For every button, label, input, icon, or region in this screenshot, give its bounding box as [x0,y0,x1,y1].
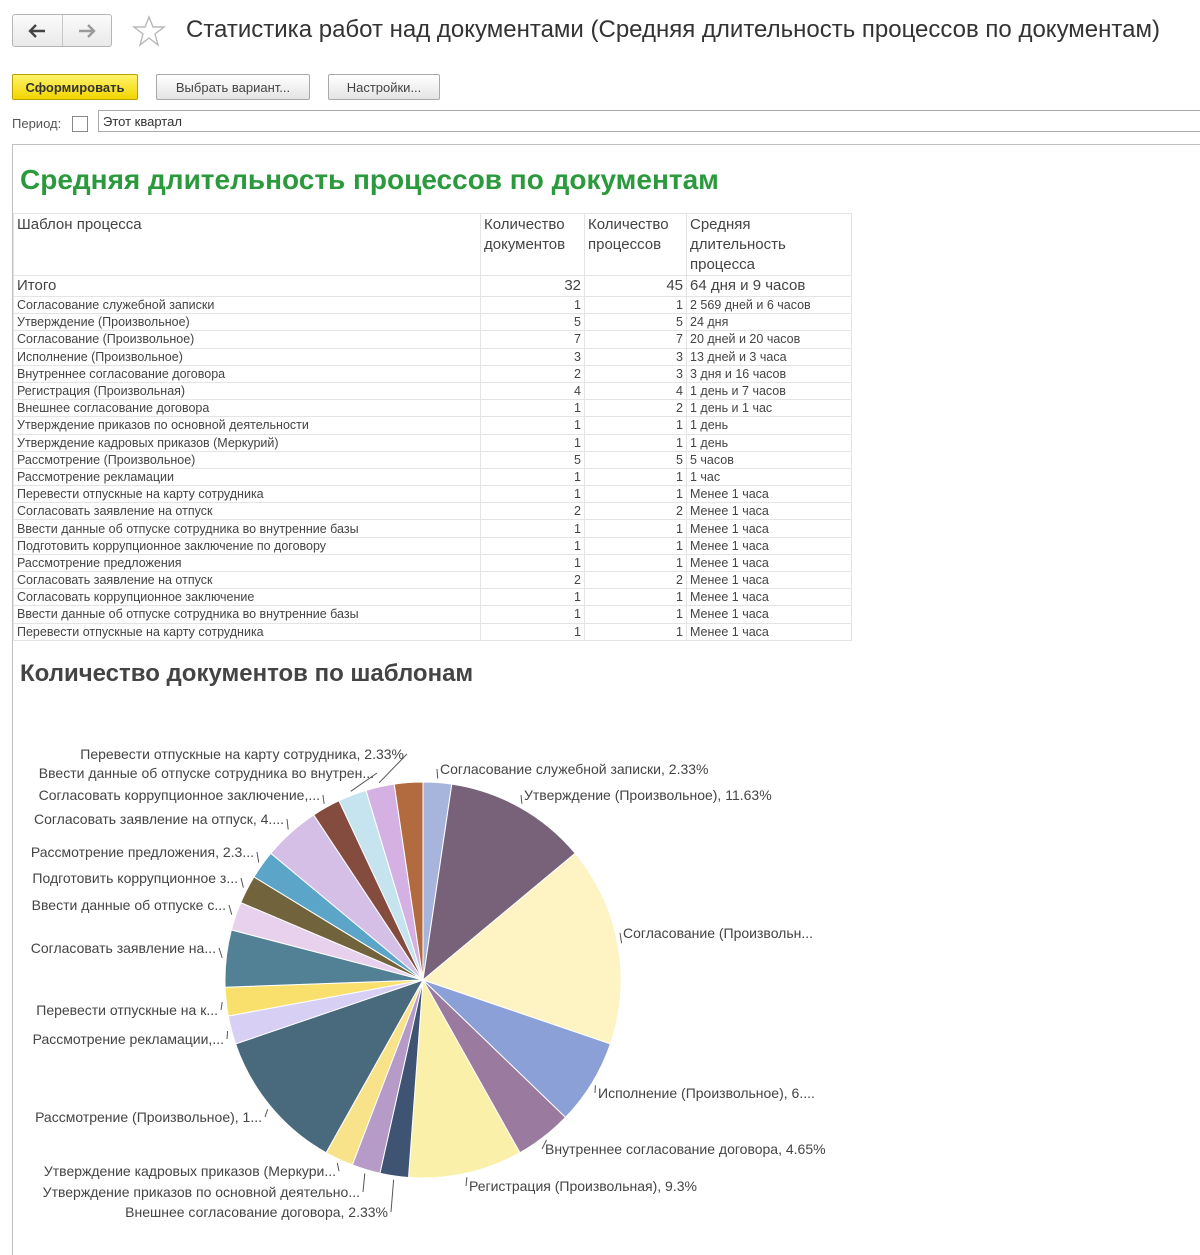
cell-docs: 1 [481,417,585,434]
pie-slice-label: Согласовать коррупционное заключение,... [39,787,320,803]
cell-processes: 3 [585,365,687,382]
cell-duration: 24 дня [687,314,852,331]
cell-docs: 2 [481,365,585,382]
table-row [14,314,852,331]
cell-template: Согласование (Произвольное) [14,331,481,348]
cell-docs: 2 [481,572,585,589]
cell-processes: 1 [585,417,687,434]
cell-docs: 4 [481,382,585,399]
total-label: Итого [14,276,481,297]
cell-duration: Менее 1 часа [687,537,852,554]
cell-template: Утверждение кадровых приказов (Меркурий) [14,434,481,451]
period-label: Период: [12,116,61,131]
table-row [14,537,852,554]
table-row [14,503,852,520]
pie-slice-label: Утверждение (Произвольное), 11.63% [524,787,772,803]
cell-processes: 5 [585,314,687,331]
pie-leader-line [391,1180,394,1212]
arrow-right-icon [77,24,97,38]
pie-slice-label: Ввести данные об отпуске сотрудника во внутрен... [39,765,374,781]
cell-processes: 2 [585,503,687,520]
pie-leader-line [620,933,622,943]
cell-docs: 1 [481,606,585,623]
cell-processes: 4 [585,382,687,399]
period-checkbox[interactable] [72,116,88,132]
cell-docs: 1 [481,537,585,554]
table-row [14,297,852,314]
table-row [14,520,852,537]
pie-leader-line [437,769,438,779]
table-row [14,572,852,589]
cell-processes: 1 [585,623,687,640]
cell-duration: Менее 1 часа [687,520,852,537]
cell-template: Утверждение приказов по основной деятельности [14,417,481,434]
cell-docs: 7 [481,331,585,348]
cell-duration: 3 дня и 16 часов [687,365,852,382]
table-row [14,365,852,382]
table-row [14,382,852,399]
cell-processes: 1 [585,468,687,485]
pie-slice-label: Рассмотрение рекламации,... [33,1031,224,1047]
pie-leader-line [337,1163,339,1171]
cell-docs: 5 [481,314,585,331]
cell-duration: 2 569 дней и 6 часов [687,297,852,314]
pie-leader-line [229,905,232,915]
pie-slice-label: Утверждение кадровых приказов (Меркури... [44,1163,336,1179]
cell-processes: 1 [585,297,687,314]
cell-template: Внутреннее согласование договора [14,365,481,382]
cell-docs: 1 [481,554,585,571]
cell-docs: 5 [481,451,585,468]
cell-docs: 1 [481,297,585,314]
pie-slice-label: Внешнее согласование договора, 2.33% [125,1204,388,1220]
cell-template: Ввести данные об отпуске сотрудника во внутренние базы [14,606,481,623]
cell-duration: 13 дней и 3 часа [687,348,852,365]
pie-leader-line [521,795,522,804]
pie-leader-line [257,852,259,863]
chart-title: Количество документов по шаблонам [20,660,473,688]
choose-variant-button[interactable]: Выбрать вариант... [156,74,310,100]
cell-docs: 1 [481,486,585,503]
pie-slice-label: Согласование служебной записки, 2.33% [440,761,708,777]
total-docs: 32 [481,276,585,297]
cell-processes: 1 [585,589,687,606]
pie-slice-label: Рассмотрение предложения, 2.3... [31,844,254,860]
cell-docs: 2 [481,503,585,520]
cell-duration: Менее 1 часа [687,554,852,571]
table-row [14,486,852,503]
cell-duration: Менее 1 часа [687,572,852,589]
pie-slice-label: Согласовать заявление на отпуск, 4.... [34,811,284,827]
cell-duration: 20 дней и 20 часов [687,331,852,348]
pie-leader-line [363,1173,365,1192]
pie-slice-label: Согласовать заявление на... [31,940,216,956]
table-row [14,434,852,451]
report-table [13,213,852,641]
table-row [14,417,852,434]
pie-slice-label: Ввести данные об отпуске с... [32,897,226,913]
cell-docs: 1 [481,623,585,640]
table-row [14,400,852,417]
cell-docs: 1 [481,434,585,451]
cell-processes: 1 [585,486,687,503]
generate-button[interactable]: Сформировать [12,74,138,100]
cell-processes: 1 [585,554,687,571]
cell-duration: 1 день [687,434,852,451]
cell-duration: 5 часов [687,451,852,468]
cell-docs: 3 [481,348,585,365]
column-header-processes: Количество процессов [585,214,687,276]
cell-processes: 7 [585,331,687,348]
total-processes: 45 [585,276,687,297]
pie-leader-line [265,1109,268,1117]
pie-leader-line [221,1002,222,1010]
cell-template: Подготовить коррупционное заключение по договору [14,537,481,554]
cell-template: Согласовать заявление на отпуск [14,572,481,589]
cell-processes: 1 [585,606,687,623]
cell-duration: Менее 1 часа [687,486,852,503]
cell-duration: 1 день и 1 час [687,400,852,417]
cell-template: Внешнее согласование договора [14,400,481,417]
cell-template: Ввести данные об отпуске сотрудника во внутренние базы [14,520,481,537]
pie-leader-line [466,1177,467,1186]
pie-leader-line [287,819,288,830]
cell-template: Исполнение (Произвольное) [14,348,481,365]
cell-docs: 1 [481,520,585,537]
table-row [14,331,852,348]
table-row [14,468,852,485]
favorite-star-icon[interactable] [132,14,166,48]
column-header-docs: Количество документов [481,214,585,276]
cell-docs: 1 [481,468,585,485]
navigation-buttons [12,14,112,47]
pie-leader-line [219,948,222,958]
cell-processes: 1 [585,520,687,537]
cell-docs: 1 [481,400,585,417]
table-row [14,451,852,468]
pie-slice-label: Исполнение (Произвольное), 6.... [598,1085,815,1101]
arrow-left-icon [27,24,47,38]
cell-processes: 1 [585,434,687,451]
table-row [14,606,852,623]
forward-button[interactable] [62,15,112,46]
cell-template: Рассмотрение (Произвольное) [14,451,481,468]
cell-template: Рассмотрение рекламации [14,468,481,485]
cell-processes: 2 [585,400,687,417]
report-title: Средняя длительность процессов по документам [20,164,719,196]
cell-template: Рассмотрение предложения [14,554,481,571]
table-row [14,589,852,606]
cell-docs: 1 [481,589,585,606]
pie-slice-label: Подготовить коррупционное з... [32,870,238,886]
pie-slice-label: Внутреннее согласование договора, 4.65% [545,1141,826,1157]
pie-leader-line [323,795,324,804]
cell-processes: 5 [585,451,687,468]
cell-duration: Менее 1 часа [687,623,852,640]
cell-processes: 2 [585,572,687,589]
cell-processes: 3 [585,348,687,365]
cell-template: Перевести отпускные на карту сотрудника [14,623,481,640]
cell-template: Согласование служебной записки [14,297,481,314]
cell-template: Согласовать коррупционное заключение [14,589,481,606]
cell-duration: 1 час [687,468,852,485]
total-duration: 64 дня и 9 часов [687,276,852,297]
cell-processes: 1 [585,537,687,554]
period-field[interactable]: Этот квартал [98,110,1200,132]
pie-leader-line [241,878,243,888]
pie-chart [0,700,1200,1241]
cell-template: Утверждение (Произвольное) [14,314,481,331]
pie-slice-label: Согласование (Произвольн... [623,925,813,941]
cell-template: Регистрация (Произвольная) [14,382,481,399]
table-row [14,348,852,365]
pie-slice-label: Перевести отпускные на к... [36,1002,218,1018]
cell-duration: 1 день и 7 часов [687,382,852,399]
pie-slice-label: Перевести отпускные на карту сотрудника, 2.33% [80,746,404,762]
pie-leader-line [227,1031,228,1039]
cell-duration: Менее 1 часа [687,606,852,623]
cell-duration: Менее 1 часа [687,589,852,606]
window-title: Статистика работ над документами (Средняя длительность процессов по документам) [186,16,1160,44]
pie-slice-label: Рассмотрение (Произвольное), 1... [35,1109,262,1125]
table-row [14,554,852,571]
cell-duration: Менее 1 часа [687,503,852,520]
table-row-total [14,276,852,297]
column-header-template: Шаблон процесса [14,214,481,276]
cell-template: Согласовать заявление на отпуск [14,503,481,520]
table-header [14,214,852,276]
cell-duration: 1 день [687,417,852,434]
back-button[interactable] [13,15,62,46]
cell-template: Перевести отпускные на карту сотрудника [14,486,481,503]
pie-slice-label: Регистрация (Произвольная), 9.3% [469,1178,697,1194]
settings-button[interactable]: Настройки... [328,74,440,100]
column-header-duration: Средняя длительность процесса [687,214,852,276]
pie-slice-label: Утверждение приказов по основной деятельно... [43,1184,360,1200]
table-row [14,623,852,640]
